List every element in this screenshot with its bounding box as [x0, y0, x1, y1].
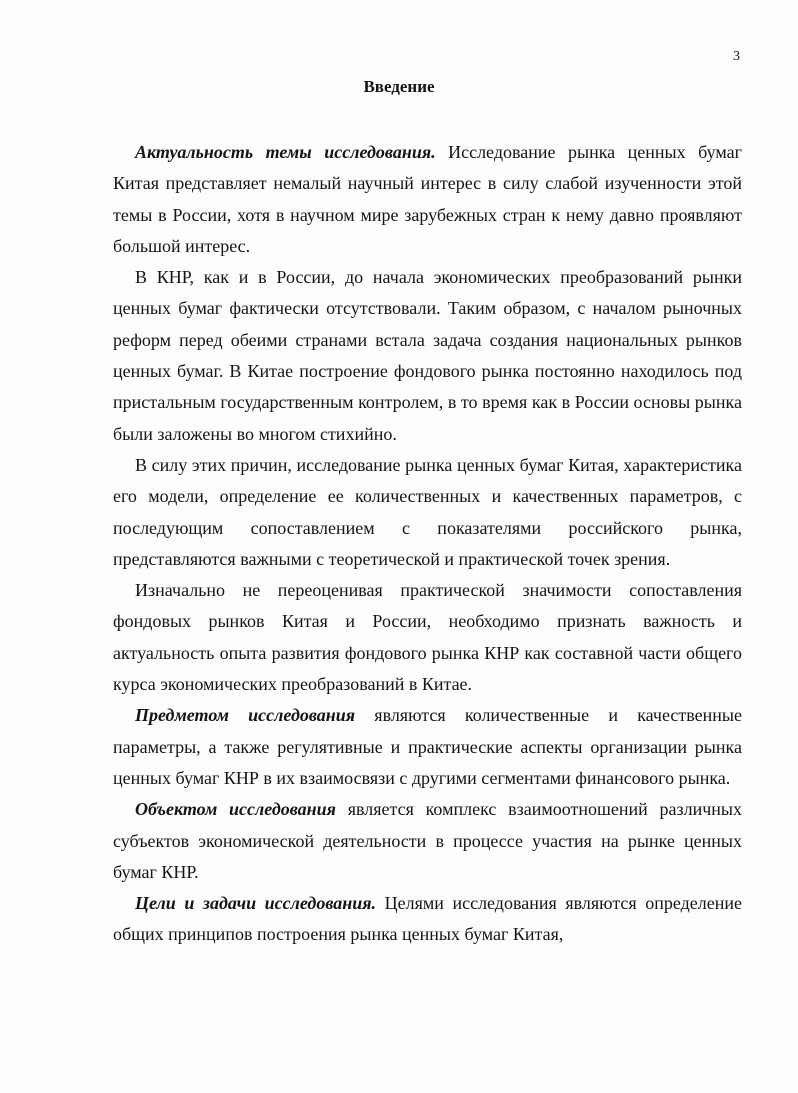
paragraph-object: [113, 794, 742, 888]
paragraph-text: В КНР, как и в России, до начала экономических преобразований рынки ценных бумаг фактически отсутствовали. Таким образом, с началом рыночных реформ перед обеими странами встала задача создания национальных рынков ценных бумаг. В Китае построение фондового рынка постоянно находилось под пристальным государственным контролем, в то время как в России основы рынка были заложены во многом стихийно.: [113, 267, 742, 444]
page-title: Введение: [363, 77, 435, 96]
paragraph-text: Целями исследования являются определение общих принципов построения рынка ценных бумаг Китая,: [113, 893, 743, 945]
paragraph-text: являются количественные и качественные параметры, а также регулятивные и практические аспекты организации рынка ценных бумаг КНР в их взаимосвязи с другими сегментами финансового рынка.: [113, 705, 743, 788]
paragraph-prc-russia: [113, 262, 742, 450]
paragraph-lead: Предметом исследования: [135, 705, 356, 726]
paragraph-text: является комплекс взаимоотношений различных субъектов экономической деятельности в процессе участия на рынке ценных бумаг КНР.: [113, 799, 742, 882]
paragraph-lead: Актуальность темы исследования.: [135, 142, 436, 162]
paragraph-significance: [113, 575, 742, 700]
paragraph-lead: Объектом исследования: [135, 799, 336, 820]
paragraph-relevance: [113, 137, 742, 262]
page-number: 3: [733, 49, 740, 64]
paragraph-lead: Цели и задачи исследования.: [135, 893, 377, 914]
paragraph-reasons: [113, 450, 742, 575]
document-body: [113, 137, 742, 951]
paragraph-text: В силу этих причин, исследование рынка ценных бумаг Китая, характеристика его модели, определение ее количественных и качественных параметров, с последующим сопоставлением с показателями российского рынка, представляются важными с теоретической и практической точек зрения.: [113, 454, 742, 569]
paragraph-text: Исследование рынка ценных бумаг Китая представляет немалый научный интерес в силу слабой изученности этой темы в России, хотя в научном мире зарубежных стран к нему давно проявляют большой интерес.: [113, 142, 742, 256]
paragraph-subject: [113, 700, 742, 794]
paragraph-goals: [113, 888, 742, 951]
paragraph-text: Изначально не переоценивая практической значимости сопоставления фондовых рынков Китая и России, необходимо признать важность и актуальность опыта развития фондового рынка КНР как составной части общего курса экономических преобразований в Китае.: [113, 580, 742, 695]
